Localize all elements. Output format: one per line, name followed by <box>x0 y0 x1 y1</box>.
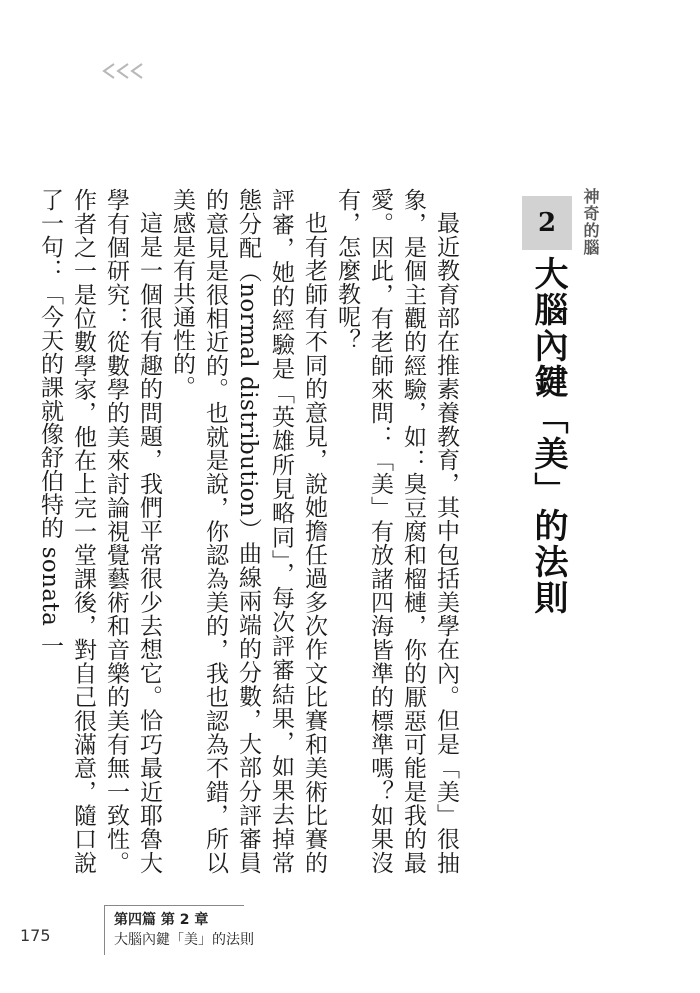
series-label: 神奇的腦 <box>581 188 600 256</box>
chevron-ornament-icon <box>100 62 160 80</box>
footer-divider-horizontal <box>104 905 244 906</box>
running-footer <box>114 910 254 950</box>
footer-chapter-title: 大腦內鍵「美」的法則 <box>114 932 254 948</box>
chapter-title: 大腦內鍵「美」的法則 <box>528 256 568 616</box>
footer-divider-vertical <box>104 905 105 955</box>
chapter-number-badge: 2 <box>522 196 572 250</box>
page-number: 175 <box>20 926 51 945</box>
body-text <box>33 188 462 874</box>
paragraph-3: 這是一個很有趣的問題，我們平常很少去想它。恰巧最近耶魯大學有個研究：從數學的美來討論視覺藝術和音樂的美有無一致性。作者之一是位數學家，他在上完一堂課後，對自己很滿意，隨口說了一句：「今天的課就像舒伯特的 sonata 一 <box>37 188 162 874</box>
paragraph-2: 也有老師有不同的意見，說她擔任過多次作文比賽和美術比賽的評審，她的經驗是「英雄所見略同」，每次評審結果，如果去掉常態分配（normal distribution）曲線兩端的分數，大部分評審員的意見是很相近的。也就是說，你認為美的，我也認為不錯，所以美感是有共通性的。 <box>169 188 327 874</box>
footer-part-chapter: 第四篇 第 2 章 <box>114 912 209 928</box>
paragraph-1: 最近教育部在推素養教育，其中包括美學在內。但是「美」很抽象，是個主觀的經驗，如：臭豆腐和榴槤，你的厭惡可能是我的最愛。因此，有老師來問：「美」有放諸四海皆準的標準嗎？如果沒有，怎麼教呢？ <box>334 188 459 874</box>
